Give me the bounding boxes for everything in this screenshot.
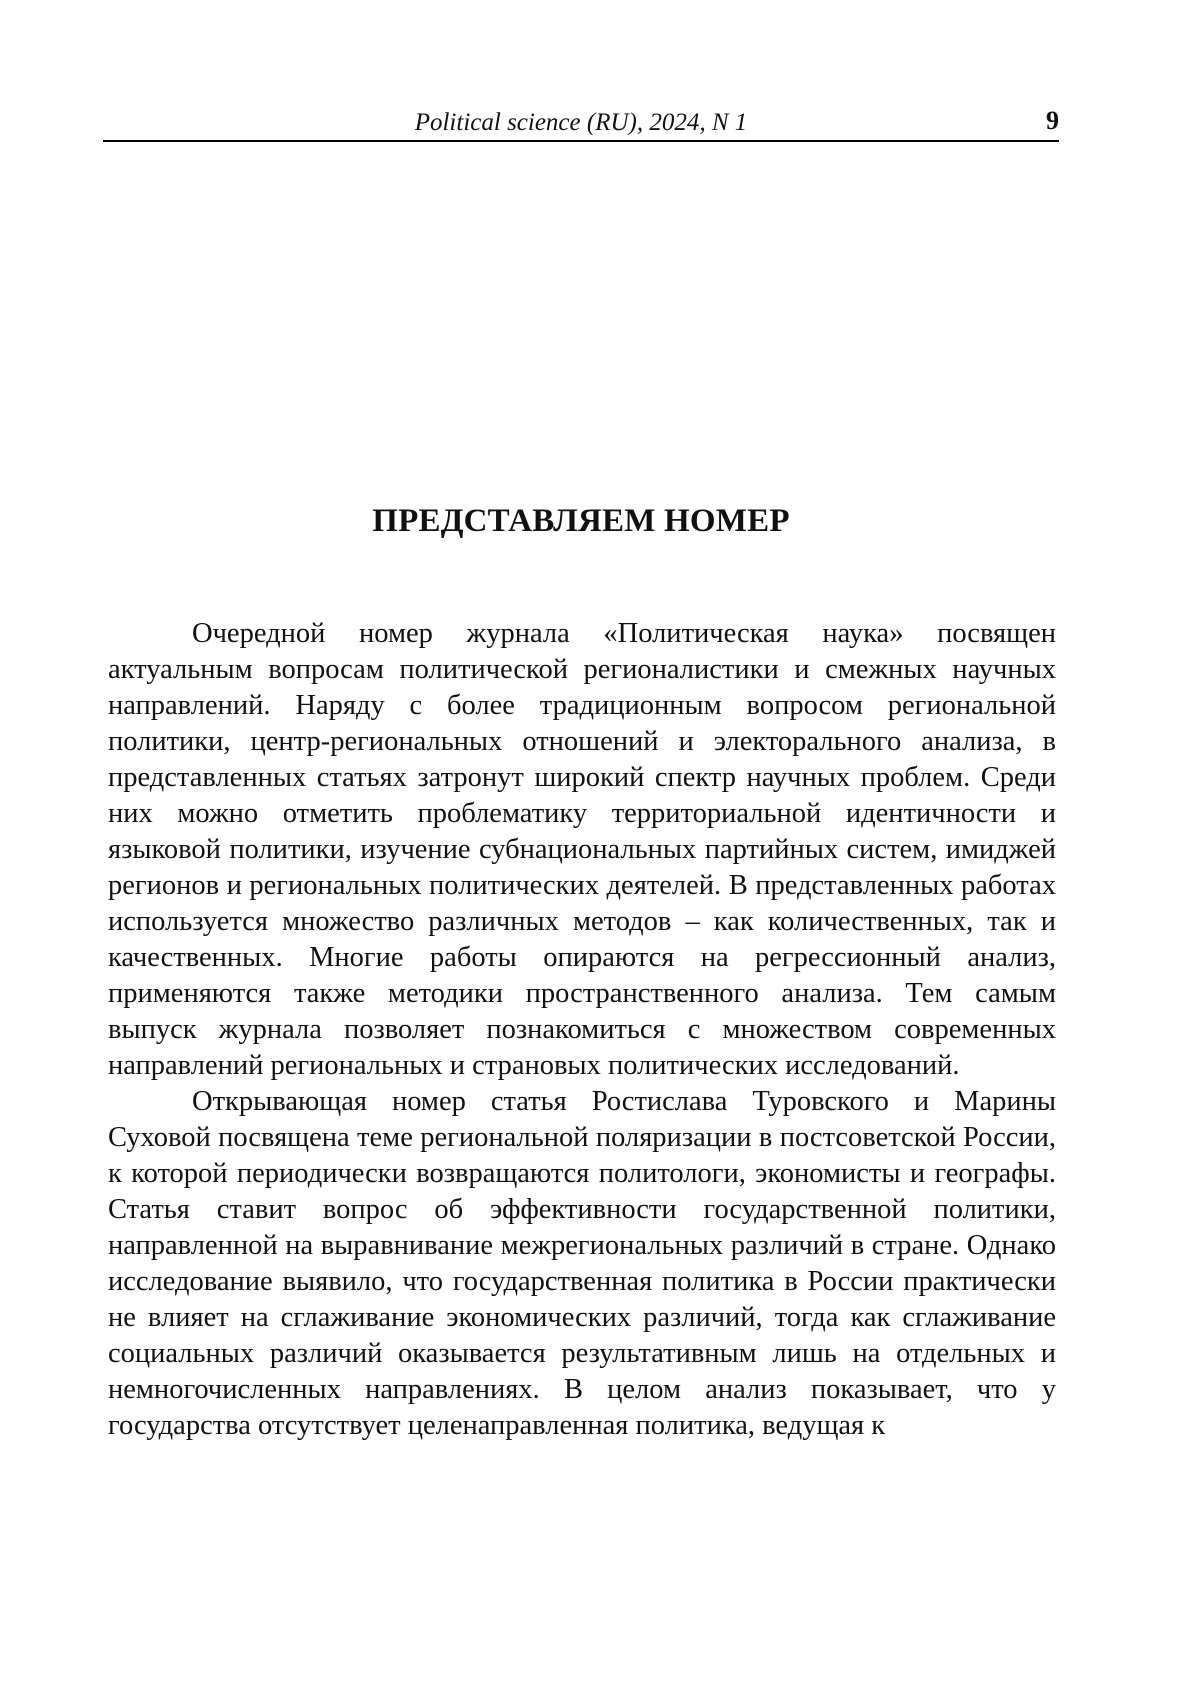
running-header <box>103 104 1059 142</box>
page-number: 9 <box>1046 106 1059 136</box>
journal-reference: Political science (RU), 2024, N 1 <box>103 108 1059 138</box>
paragraph-turovsky-sukhova: Открывающая номер статья Ростислава Туровского и Мари­ны Суховой посвящена теме региональной поляризации в пост­советской России, к которой периодически возвращаются полито­логи, экономисты и географы. Статья ставит вопрос об эффектив­ности государственной политики, направленной на выравнивание межрегиональных различий в стране. Однако исследование выявило, что государственная политика в России практически не влияет на сглаживание экономических различий, тогда как сглаживание соци­альных различий оказывается результативным лишь на отдельных и немногочисленных направлениях. В целом анализ показывает, что у государства отсутствует целенаправленная политика, ведущая к <box>108 1084 1056 1444</box>
article-body <box>108 616 1056 1444</box>
section-title: ПРЕДСТАВЛЯЕМ НОМЕР <box>103 501 1059 541</box>
paragraph-intro: Очередной номер журнала «Политическая наука» посвящен актуальным вопросам политической регионалистики и смежных научных направлений. Наряду с более традиционным вопросом ре­гиональной политики, центр-региональных отношений и электо­рального анализа, в представленных статьях затронут широкий спектр научных проблем. Среди них можно отметить проблематику территориальной идентичности и языковой политики, изучение суб­национальных партийных систем, имиджей регионов и региональ­ных политических деятелей. В представленных работах использует­ся множество различных методов – как количественных, так и качественных. Многие работы опираются на регрессионный анализ, применяются также методики пространственного анализа. Тем са­мым выпуск журнала позволяет познакомиться с множеством со­временных направлений региональных и страновых политических исследований. <box>108 616 1056 1084</box>
